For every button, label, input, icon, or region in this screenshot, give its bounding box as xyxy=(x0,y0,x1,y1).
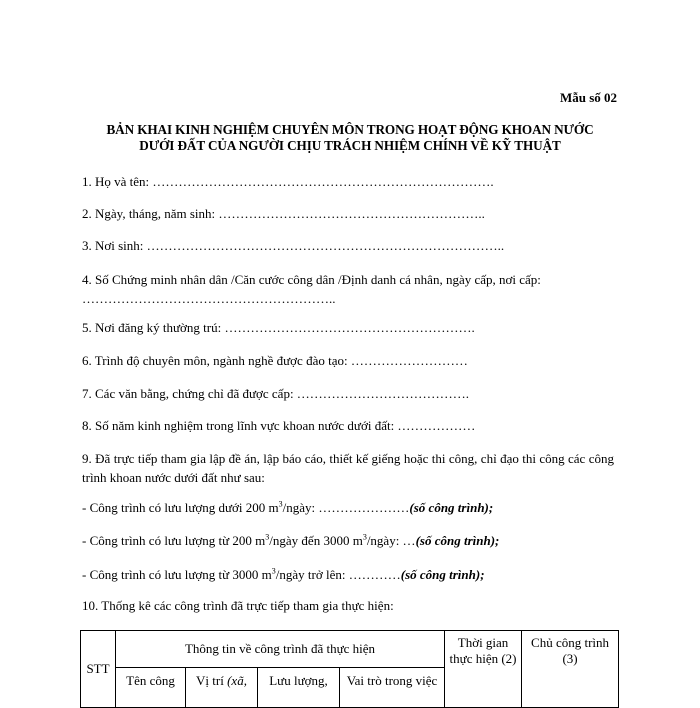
field-place-of-birth: 3. Nơi sinh: ……………………………………………………………………….. xyxy=(82,238,505,253)
field-permanent-residence: 5. Nơi đăng ký thường trú: …………………………………………………. xyxy=(82,320,475,335)
field-certificates: 7. Các văn bằng, chứng chỉ đã được cấp: …………………………………. xyxy=(82,386,470,401)
header-duration: Thời gian thực hiện (2) xyxy=(445,631,522,708)
header-stt: STT xyxy=(81,631,116,708)
works-over-3000-text: - Công trình có lưu lượng từ 3000 m xyxy=(82,567,272,582)
header-location-italic: (xã, xyxy=(227,673,247,688)
works-under-200-text: - Công trình có lưu lượng dưới 200 m xyxy=(82,500,279,515)
field-date-of-birth: 2. Ngày, tháng, năm sinh: …………………………………………………….. xyxy=(82,206,485,221)
superscript-3: 3 xyxy=(278,499,283,509)
works-over-3000-note: (số công trình); xyxy=(400,567,485,582)
superscript-3: 3 xyxy=(362,532,367,542)
header-flow: Lưu lượng, xyxy=(258,668,340,708)
works-over-3000 xyxy=(82,565,622,584)
document-title xyxy=(80,122,620,154)
header-location xyxy=(186,668,258,708)
title-line-1: BẢN KHAI KINH NGHIỆM CHUYÊN MÔN TRONG HOẠT ĐỘNG KHOAN NƯỚC xyxy=(106,122,594,137)
works-200-to-3000 xyxy=(82,531,622,550)
works-table xyxy=(80,630,619,708)
field-id-number-line1: 4. Số Chứng minh nhân dân /Căn cước công dân /Định danh cá nhân, ngày cấp, nơi cấp: xyxy=(82,272,541,287)
field-full-name: 1. Họ và tên: ……………………………………………………………………. xyxy=(82,174,494,189)
field-participation: 9. Đã trực tiếp tham gia lập đề án, lập báo cáo, thiết kế giếng hoặc thi công, chỉ đạo thi công các công trình khoan nước dưới đất như sau: xyxy=(82,451,614,485)
works-under-200-text-2: /ngày: ………………… xyxy=(282,500,410,515)
works-200-3000-text-3: /ngày: … xyxy=(366,533,416,548)
superscript-3: 3 xyxy=(265,532,270,542)
superscript-3: 3 xyxy=(271,566,276,576)
header-location-text: Vị trí xyxy=(196,673,228,688)
header-project-name: Tên công xyxy=(116,668,186,708)
title-line-2: DƯỚI ĐẤT CỦA NGƯỜI CHỊU TRÁCH NHIỆM CHÍNH VỀ KỸ THUẬT xyxy=(139,138,561,153)
header-project-info: Thông tin về công trình đã thực hiện xyxy=(116,631,445,668)
field-years-experience: 8. Số năm kinh nghiệm trong lĩnh vực khoan nước dưới đất: ……………… xyxy=(82,418,476,433)
header-role: Vai trò trong việc xyxy=(340,668,445,708)
works-under-200-note: (số công trình); xyxy=(409,500,494,515)
works-200-3000-text: - Công trình có lưu lượng từ 200 m xyxy=(82,533,266,548)
table-header-row xyxy=(81,631,619,668)
works-200-3000-text-2: /ngày đến 3000 m xyxy=(269,533,363,548)
works-under-200 xyxy=(82,498,622,517)
header-owner: Chủ công trình (3) xyxy=(522,631,619,708)
field-qualification: 6. Trình độ chuyên môn, ngành nghề được đào tạo: ……………………… xyxy=(82,353,468,368)
works-over-3000-text-2: /ngày trở lên: ………… xyxy=(275,567,401,582)
field-id-number xyxy=(82,270,622,308)
field-id-number-line2: ………………………………………………….. xyxy=(82,291,336,306)
works-200-3000-note: (số công trình); xyxy=(415,533,500,548)
section-10-heading: 10. Thống kê các công trình đã trực tiếp tham gia thực hiện: xyxy=(82,598,394,613)
form-number: Mẫu số 02 xyxy=(559,90,617,105)
